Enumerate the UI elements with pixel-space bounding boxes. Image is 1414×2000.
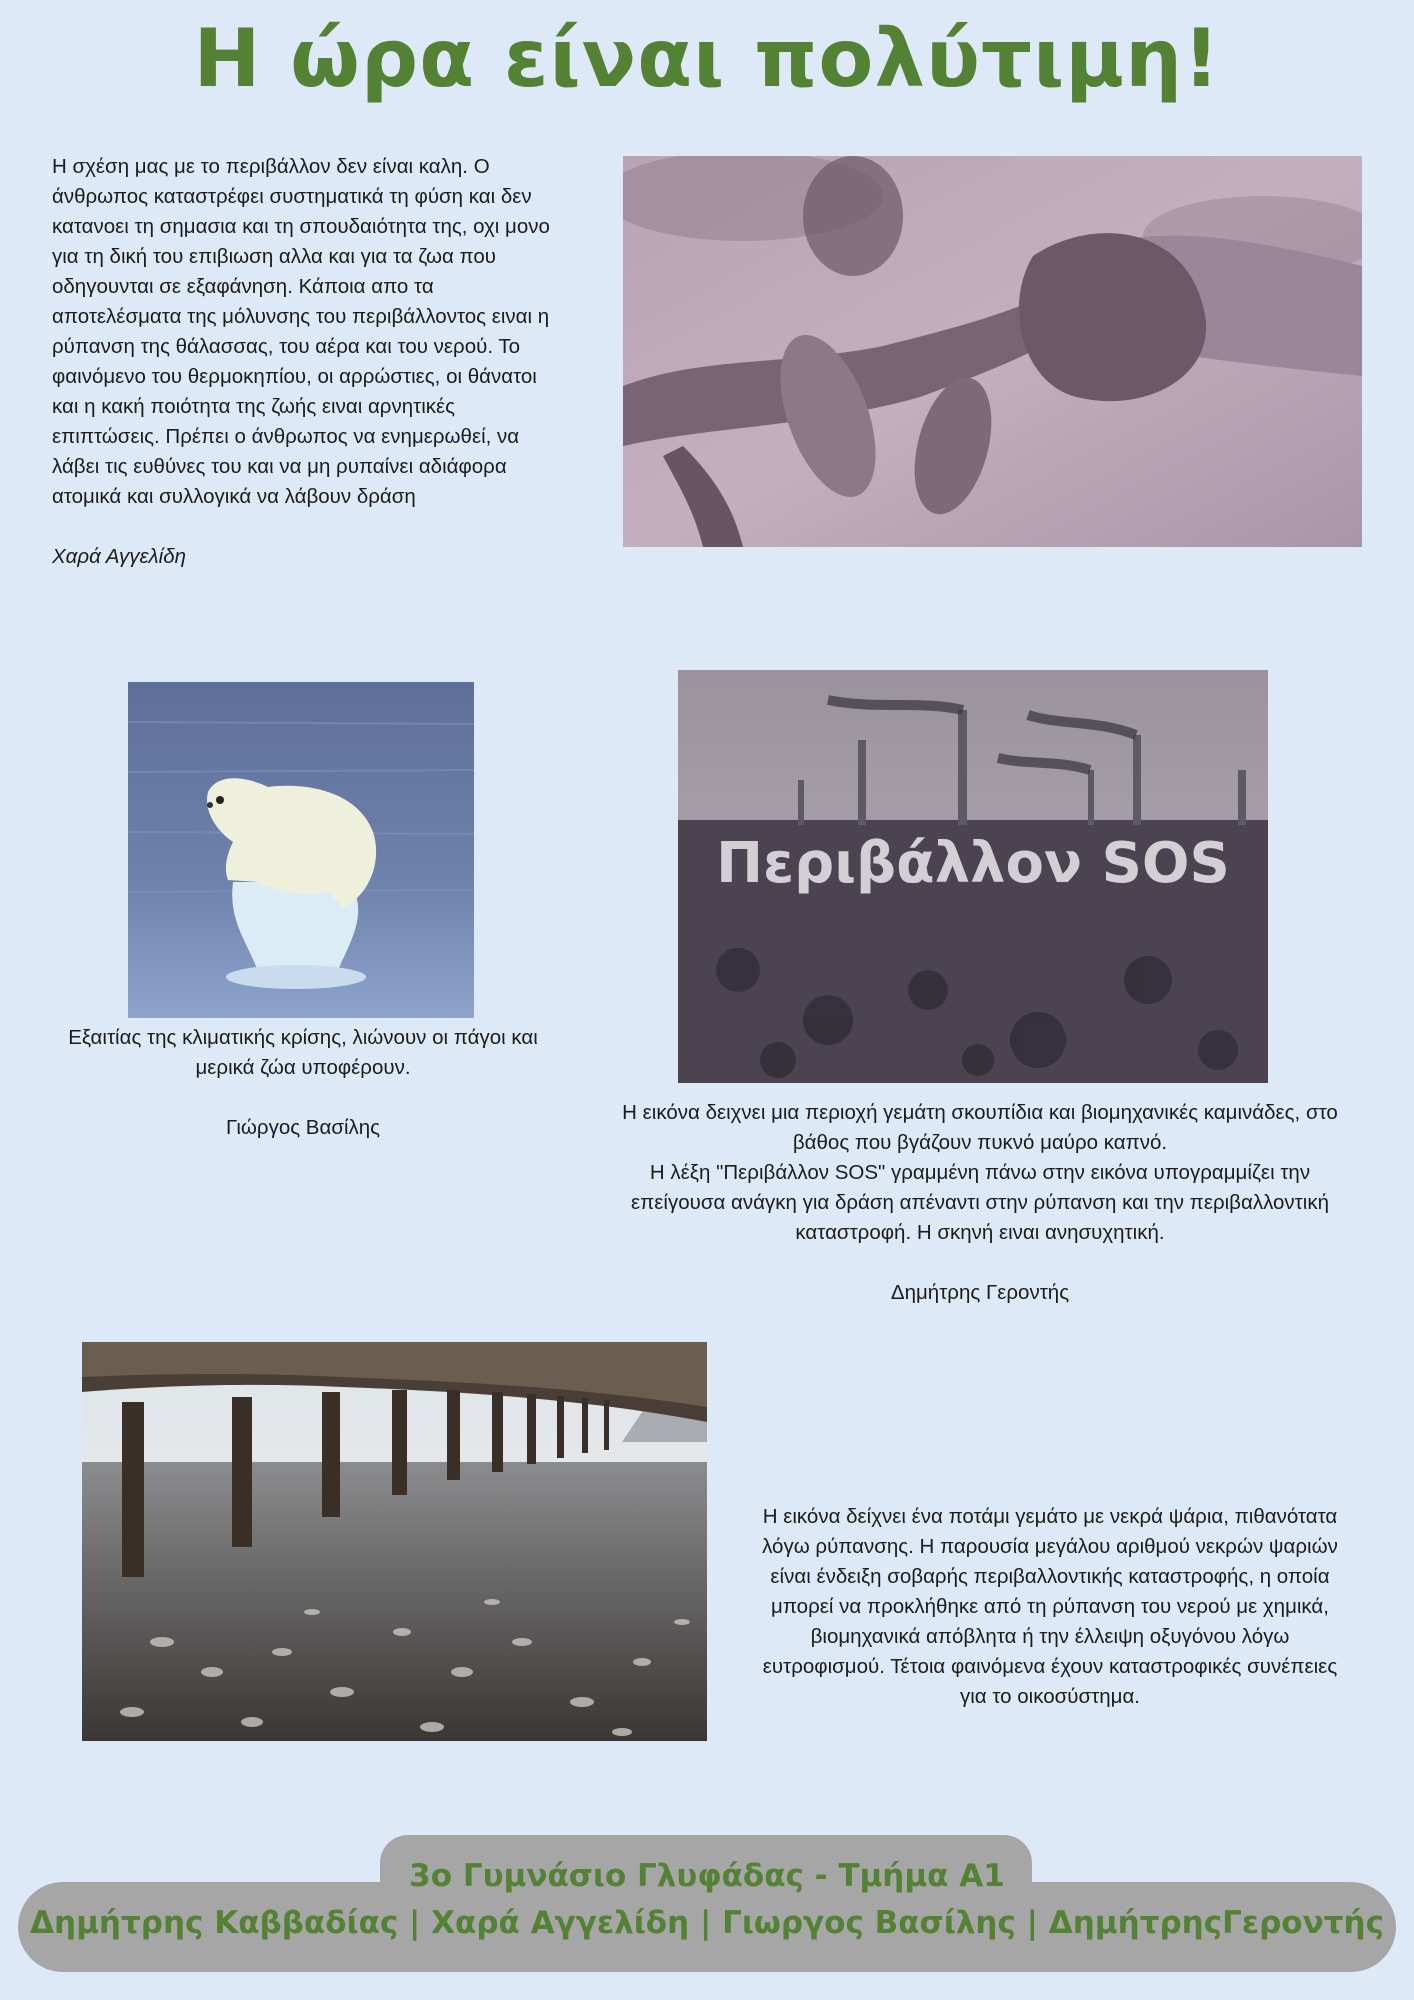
sos-caption-block xyxy=(620,1098,1340,1308)
sos-image-text: Περιβάλλον SOS xyxy=(716,831,1230,896)
intro-author: Χαρά Αγγελίδη xyxy=(52,545,186,568)
intro-paragraph: Η σχέση μας με το περιβάλλον δεν είναι καλη. Ο άνθρωπος καταστρέφει συστηματικά τη φύση και δεν κατανοει τη σημασια και τη σπουδαιότητα της, οχι μονο για τη δική του επιβιωση αλλα και για τα ζωα που οδηγουνται σε εξαφάνηση. Κάποια απο τα αποτελέσματα της μόλυνσης του περιβάλλοντος ειναι η ρύπανση της θάλασσας, του αέρα και του νερού. Το φαινόμενο του θερμοκηπίου, οι αρρώστιες, οι θάνατοι και η κακή ποιότητα της ζωής ειναι αρνητικές επιπτώσεις. Πρέπει ο άνθρωπος να ενημερωθεί, να λάβει τις ευθύνες του και να μη ρυπαίνει αδιάφορα ατομικά και συλλογικά να λάβουν δράση xyxy=(52,155,550,508)
bear-caption-block xyxy=(38,1023,568,1143)
environment-sos-photo xyxy=(678,670,1268,1083)
sos-caption-line1: Η εικόνα δειχνει μια περιοχή γεμάτη σκουπίδια και βιομηχανικές καμινάδες, στο βάθος που βγάζουν πυκνό μαύρο καπνό. xyxy=(622,1101,1338,1154)
footer-school: 3ο Γυμνάσιο Γλυφάδας - Τμήμα Α1 xyxy=(409,1858,1005,1894)
sos-author: Δημήτρης Γεροντής xyxy=(890,1281,1070,1304)
bear-author: Γιώργος Βασίλης xyxy=(225,1116,381,1139)
sos-caption-line2: Η λέξη "Περιβάλλον SOS" γραμμένη πάνω στην εικόνα υπογραμμίζει την επείγουσα ανάγκη για δράση απέναντι στην ρύπανση και την περιβαλλοντική καταστροφή. Η σκηνή ειναι ανησυχητική. xyxy=(631,1161,1329,1244)
page-title: Η ώρα είναι πολύτιμη! xyxy=(193,12,1221,105)
polar-bear-photo xyxy=(128,682,474,1018)
footer-members: Δημήτρης Καββαδίας | Χαρά Αγγελίδη | Γιωργος Βασίλης | ΔημήτρηςΓεροντής xyxy=(30,1905,1384,1941)
bear-caption: Εξαιτίας της κλιματικής κρίσης, λιώνουν οι πάγοι και μερικά ζώα υποφέρουν. xyxy=(68,1026,538,1079)
river-caption: Η εικόνα δείχνει ένα ποτάμι γεμάτο με νεκρά ψάρια, πιθανότατα λόγω ρύπανσης. Η παρουσία μεγάλου αριθμού νεκρών ψαριών είναι ένδειξη σοβαρής περιβαλλοντικής καταστροφής, η οποία μπορεί να προκλήθηκε από τη ρύπανση του νερού με χημικά, βιομηχανικά απόβλητα ή την έλλειψη οξυγόνου λόγω ευτροφισμού. Τέτοια φαινόμενα έχουν καταστροφικές συνέπειες για το οικοσύστημα. xyxy=(762,1505,1338,1708)
intro-text-block xyxy=(52,152,552,572)
river-caption-block xyxy=(760,1502,1340,1712)
dead-fish-river-photo xyxy=(82,1342,707,1741)
hand-branch-photo xyxy=(623,156,1362,547)
